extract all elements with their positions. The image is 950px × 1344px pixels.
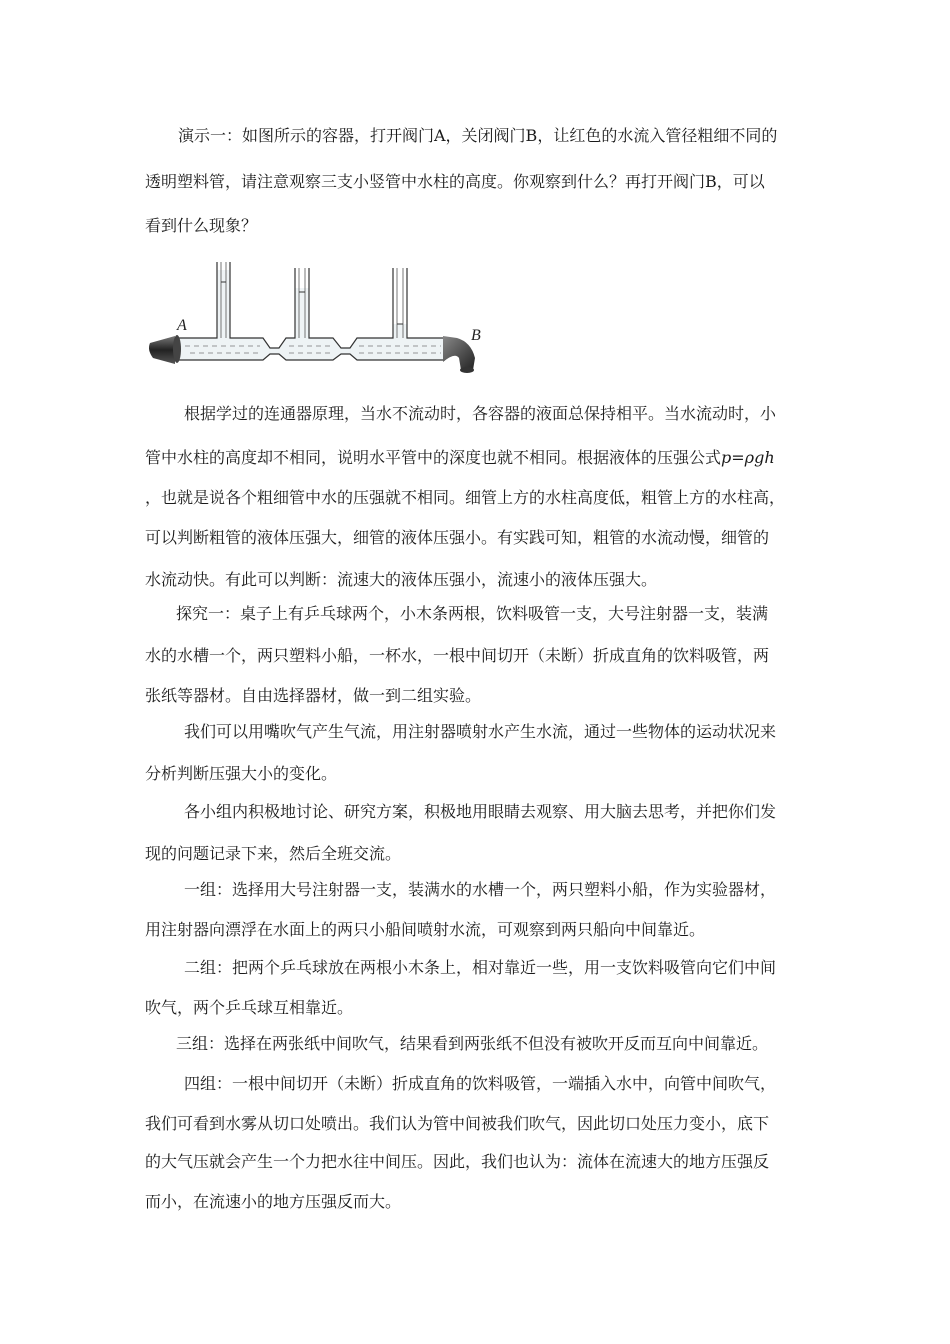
- group4-line-3: 的大气压就会产生一个力把水往中间压。因此，我们也认为：流体在流速大的地方压强反: [145, 1152, 770, 1171]
- label-a: A: [177, 317, 187, 334]
- explanation-line-3: ，也就是说各个粗细管中水的压强就不相同。细管上方的水柱高度低，粗管上方的水柱高，: [145, 488, 786, 507]
- demo1-line-2: 透明塑料管，请注意观察三支小竖管中水柱的高度。你观察到什么？再打开阀门B，可以: [145, 172, 765, 191]
- demo1-line-3: 看到什么现象？: [145, 216, 258, 235]
- explanation-line-2: [145, 448, 775, 468]
- explanation-line-5: 水流动快。有此可以判断：流速大的液体压强小，流速小的液体压强大。: [145, 570, 658, 589]
- group1-line-1: 一组：选择用大号注射器一支，装满水的水槽一个，两只塑料小船，作为实验器材，: [184, 880, 777, 899]
- pressure-formula: p=ρgh: [721, 448, 775, 467]
- group4-line-4: 而小，在流速小的地方压强反而大。: [145, 1192, 402, 1211]
- discussion-line-2: 现的问题记录下来，然后全班交流。: [145, 844, 402, 863]
- method-line-2: 分析判断压强大小的变化。: [145, 764, 338, 783]
- label-b: B: [471, 327, 481, 344]
- method-line-1: 我们可以用嘴吹气产生气流，用注射器喷射水产生水流，通过一些物体的运动状况来: [184, 722, 777, 741]
- group4-line-1: 四组：一根中间切开（未断）折成直角的饮料吸管，一端插入水中，向管中间吹气，: [184, 1074, 777, 1093]
- discussion-line-1: 各小组内积极地讨论、研究方案，积极地用眼睛去观察、用大脑去思考，并把你们发: [184, 802, 777, 821]
- group3-line-1: 三组：选择在两张纸中间吹气，结果看到两张纸不但没有被吹开反而互向中间靠近。: [176, 1034, 769, 1053]
- explanation-line-2-text: 管中水柱的高度却不相同，说明水平管中的深度也就不相同。根据液体的压强公式: [145, 448, 722, 467]
- inquiry1-line-1: 探究一：桌子上有乒乓球两个，小木条两根，饮料吸管一支，大号注射器一支，装满: [176, 604, 769, 623]
- explanation-line-4: 可以判断粗管的液体压强大，细管的液体压强小。有实践可知，粗管的水流动慢，细管的: [145, 528, 770, 547]
- group1-line-2: 用注射器向漂浮在水面上的两只小船间喷射水流，可观察到两只船向中间靠近。: [145, 920, 706, 939]
- inquiry1-line-3: 张纸等器材。自由选择器材，做一到二组实验。: [145, 686, 482, 705]
- explanation-line-1: 根据学过的连通器原理，当水不流动时，各容器的液面总保持相平。当水流动时，小: [184, 404, 777, 423]
- group4-line-2: 我们可看到水雾从切口处喷出。我们认为管中间被我们吹气，因此切口处压力变小，底下: [145, 1114, 770, 1133]
- water-fill: [175, 270, 445, 360]
- group2-line-1: 二组：把两个乒乓球放在两根小木条上，相对靠近一些，用一支饮料吸管向它们中间: [184, 958, 777, 977]
- demo1-line-1: 演示一：如图所示的容器，打开阀门A，关闭阀门B，让红色的水流入管径粗细不同的: [178, 126, 778, 145]
- group2-line-2: 吹气，两个乒乓球互相靠近。: [145, 998, 354, 1017]
- inquiry1-line-2: 水的水槽一个，两只塑料小船，一杯水，一根中间切开（未断）折成直角的饮料吸管，两: [145, 646, 770, 665]
- valve-a: [149, 336, 175, 364]
- pipe-figure: [145, 258, 495, 380]
